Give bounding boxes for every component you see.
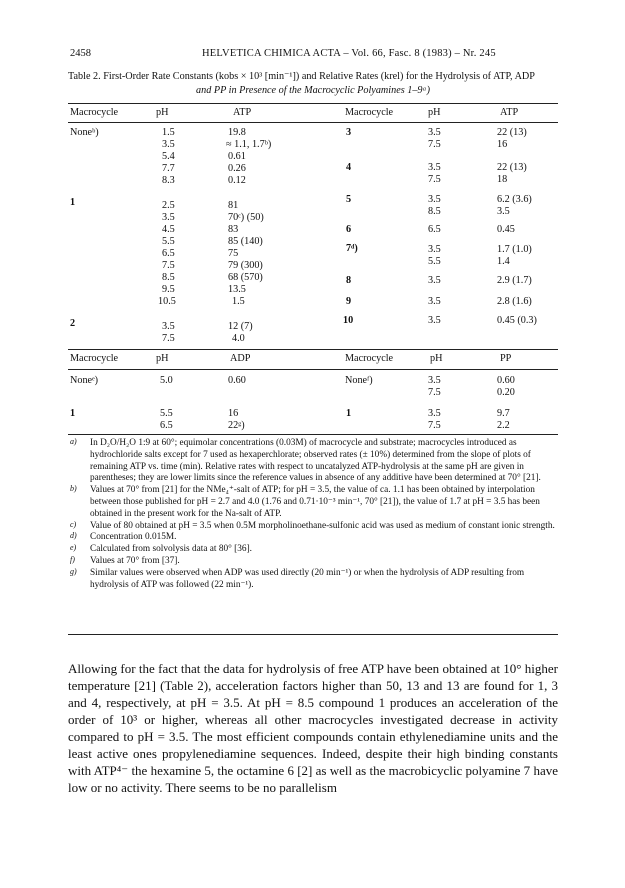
- table1-macrocycle: 2: [70, 318, 76, 329]
- table1-header-macrocycle-right: Macrocycle: [345, 107, 394, 118]
- table1-ph: 3.5: [162, 212, 175, 223]
- footnote-mark: g): [70, 566, 77, 576]
- table1-ph: 3.5: [428, 275, 441, 286]
- table1-atp: 2.8 (1.6): [497, 296, 532, 307]
- table2-macrocycle: 1: [346, 408, 352, 419]
- body-paragraph: Allowing for the fact that the data for hydrolysis of free ATP have been obtained at 10° higher temperature [21] (Table 2), acceleration factors higher than 50, 13 and 13 are found for 1, 3 and 4, respectively, at pH = 3.5. At pH = 8.5 compound 1 produces an acceleration of the order of 10³ or higher, whereas all other macrocycles investigated decrease in activity compared to pH = 3.5. The most efficient compounds contain ethylenediamine units and the least active ones propylenediamine sequences. Indeed, despite their high binding constants with ATP⁴⁻ the hexamine 5, the octamine 6 [2] as well as the macrobicyclic polyamine 7 have low or no activity. There seems to be no parallelism: [68, 661, 558, 795]
- footnote-mark: f): [70, 554, 75, 564]
- table2-macrocycle: Noneᶠ): [345, 375, 373, 386]
- footnote-mark: b): [70, 484, 77, 494]
- table2-header-adp: ADP: [230, 353, 251, 364]
- footnote-mark: e): [70, 543, 77, 553]
- footnote-mark: c): [70, 519, 77, 529]
- footnote: [68, 568, 558, 592]
- table1-ph: 5.5: [428, 256, 441, 267]
- table1-ph: 3.5: [428, 244, 441, 255]
- table1-atp: 1.5: [232, 296, 245, 307]
- table1-header-rule: [68, 122, 558, 123]
- table1-atp: 12 (7): [228, 321, 253, 332]
- table-caption: [68, 70, 558, 98]
- table1-atp: 0.45: [497, 224, 515, 235]
- table1-atp: 0.26: [228, 163, 246, 174]
- footnote-mark: a): [70, 437, 77, 446]
- table1-ph: 7.7: [162, 163, 175, 174]
- table1-atp: 0.45 (0.3): [497, 315, 537, 326]
- table1-ph: 8.3: [162, 175, 175, 186]
- table1-atp: 22 (13): [497, 162, 527, 173]
- table1-atp: 3.5: [497, 206, 510, 217]
- table1-ph: 7.5: [162, 333, 175, 344]
- footnotes-bottom-rule: [68, 634, 558, 635]
- table1-atp: 68 (570): [228, 272, 263, 283]
- table1-macrocycle: 9: [346, 296, 352, 307]
- table2-top-rule: [68, 349, 558, 350]
- table1-atp: 79 (300): [228, 260, 263, 271]
- table1-macrocycle: 3: [346, 127, 352, 138]
- table1-ph: 5.5: [162, 236, 175, 247]
- table2-ph: 6.5: [160, 420, 173, 431]
- footnote-text: In D₂O/H₂O 1:9 at 60°; equimolar concentrations (0.03M) of macrocycle and substrate; macrocycles introduced as hydrochloride salts except for 7 used as hexaperchlorate; observed rates (± 10%) determined from the slope of plots of remaining ATP vs. time (min). Relative rates with respect to uncatalyzed ATP-hydrolysis at the same pH are given in parentheses; they are lower limits since the reference values in absence of any additive have been determined at 70° [21].: [90, 438, 541, 484]
- table-top-rule: [68, 103, 558, 104]
- footnote-text: Calculated from solvolysis data at 80° [36].: [90, 544, 252, 555]
- table1-ph: 6.5: [162, 248, 175, 259]
- table1-ph: 7.5: [428, 174, 441, 185]
- table2-header-macrocycle-right: Macrocycle: [345, 353, 394, 364]
- table2-pp: 2.2: [497, 420, 510, 431]
- table1-ph: 8.5: [428, 206, 441, 217]
- page-number: 2458: [70, 48, 91, 59]
- table2-adp: 16: [228, 408, 239, 419]
- caption-line-2: and PP in Presence of the Macrocyclic Polyamines 1–9ᵃ): [196, 85, 430, 96]
- table1-atp: 0.12: [228, 175, 246, 186]
- footnote: [68, 521, 558, 533]
- table1-ph: 3.5: [162, 139, 175, 150]
- footnote-mark: d): [70, 531, 77, 541]
- table2-ph: 3.5: [428, 375, 441, 386]
- table1-ph: 3.5: [428, 162, 441, 173]
- table2-pp: 0.20: [497, 387, 515, 398]
- running-header: [70, 48, 555, 62]
- table1-ph: 4.5: [162, 224, 175, 235]
- table1-atp: 6.2 (3.6): [497, 194, 532, 205]
- table2-ph: 5.5: [160, 408, 173, 419]
- table1-ph: 3.5: [428, 296, 441, 307]
- table1-ph: 8.5: [162, 272, 175, 283]
- table1-macrocycle: 1: [70, 197, 76, 208]
- table1-ph: 3.5: [428, 315, 441, 326]
- table2-pp: 0.60: [497, 375, 515, 386]
- table-footnotes: [68, 438, 558, 591]
- table1-atp: 70ᶜ) (50): [228, 212, 264, 223]
- table1-ph: 7.5: [428, 139, 441, 150]
- footnote: [68, 556, 558, 568]
- table1-atp: 0.61: [228, 151, 246, 162]
- table1-atp: 85 (140): [228, 236, 263, 247]
- table1-atp: 18: [497, 174, 508, 185]
- table1-ph: 3.5: [162, 321, 175, 332]
- table1-atp: 16: [497, 139, 508, 150]
- table1-header-macrocycle-left: Macrocycle: [70, 107, 119, 118]
- table2-macrocycle: Noneᵉ): [70, 375, 99, 386]
- table1-ph: 2.5: [162, 200, 175, 211]
- table1-header-ph-left: pH: [156, 107, 169, 118]
- table2-pp: 9.7: [497, 408, 510, 419]
- table2-ph: 3.5: [428, 408, 441, 419]
- table1-atp: 4.0: [232, 333, 245, 344]
- table1-macrocycle: 5: [346, 194, 352, 205]
- footnote-text: Values at 70° from [21] for the NMe₄⁺-salt of ATP; for pH = 3.5, the value of ca. 1.1 has been obtained by interpolation between those published for pH = 2.7 and 4.0 (1.76 and 0.71·10⁻³ min⁻¹, 70° [21]), the value of 1.7 at pH = 3.5 has been obtained in the present work for the Na-salt of ATP.: [90, 485, 540, 519]
- table2-ph: 7.5: [428, 420, 441, 431]
- table1-macrocycle: 6: [346, 224, 352, 235]
- footnote: [68, 485, 558, 520]
- table1-ph: 9.5: [162, 284, 175, 295]
- table1-macrocycle: Noneᵇ): [70, 127, 99, 138]
- table1-header-atp-right: ATP: [500, 107, 519, 118]
- table2-header-ph-left: pH: [156, 353, 169, 364]
- table2-header-ph-right: pH: [430, 353, 443, 364]
- table1-ph: 5.4: [162, 151, 175, 162]
- table1-atp: 1.4: [497, 256, 510, 267]
- table1-ph: 3.5: [428, 194, 441, 205]
- table2-header-pp: PP: [500, 353, 512, 364]
- footnote: [68, 544, 558, 556]
- table1-header-atp-left: ATP: [233, 107, 252, 118]
- table2-adp: 0.60: [228, 375, 246, 386]
- table1-atp: 83: [228, 224, 239, 235]
- table1-atp: 81: [228, 200, 239, 211]
- table2-macrocycle: 1: [70, 408, 76, 419]
- table1-macrocycle: 8: [346, 275, 352, 286]
- table1-macrocycle: 4: [346, 162, 352, 173]
- table2-ph: 5.0: [160, 375, 173, 386]
- table2-adp: 22ᵍ): [228, 420, 245, 431]
- footnote-text: Values at 70° from [37].: [90, 555, 180, 566]
- table1-atp: 19.8: [228, 127, 246, 138]
- footnote-text: Similar values were observed when ADP was used directly (20 min⁻¹) or when the hydrolysis of ADP resulting from hydrolysis of ATP was followed (22 min⁻¹).: [90, 567, 525, 590]
- table1-ph: 10.5: [158, 296, 176, 307]
- table1-atp: 2.9 (1.7): [497, 275, 532, 286]
- caption-line-1: Table 2. First-Order Rate Constants (kobs × 10³ [min⁻¹]) and Relative Rates (krel) for the Hydrolysis of ATP, ADP: [68, 71, 535, 82]
- table1-atp: 22 (13): [497, 127, 527, 138]
- table2-header-rule: [68, 369, 558, 370]
- table1-ph: 1.5: [162, 127, 175, 138]
- table-bottom-rule: [68, 434, 558, 435]
- table2-header-macrocycle-left: Macrocycle: [70, 353, 119, 364]
- footnote-text: Value of 80 obtained at pH = 3.5 when 0.5M morpholinoethane-sulfonic acid was used as medium of constant ionic strength.: [90, 520, 555, 531]
- table1-macrocycle: 10: [343, 315, 354, 326]
- table1-macrocycle: 7ᵈ): [346, 243, 358, 254]
- table1-ph: 3.5: [428, 127, 441, 138]
- footnote: [68, 438, 558, 485]
- table1-ph: 7.5: [162, 260, 175, 271]
- table1-atp: ≈ 1.1, 1.7ᵇ): [226, 139, 272, 150]
- table1-atp: 13.5: [228, 284, 246, 295]
- journal-citation: HELVETICA CHIMICA ACTA – Vol. 66, Fasc. 8 (1983) – Nr. 245: [202, 48, 496, 59]
- footnote: [68, 532, 558, 544]
- footnote-text: Concentration 0.015M.: [90, 532, 177, 543]
- table1-header-ph-right: pH: [428, 107, 441, 118]
- table1-atp: 75: [228, 248, 239, 259]
- table2-ph: 7.5: [428, 387, 441, 398]
- table1-ph: 6.5: [428, 224, 441, 235]
- table1-atp: 1.7 (1.0): [497, 244, 532, 255]
